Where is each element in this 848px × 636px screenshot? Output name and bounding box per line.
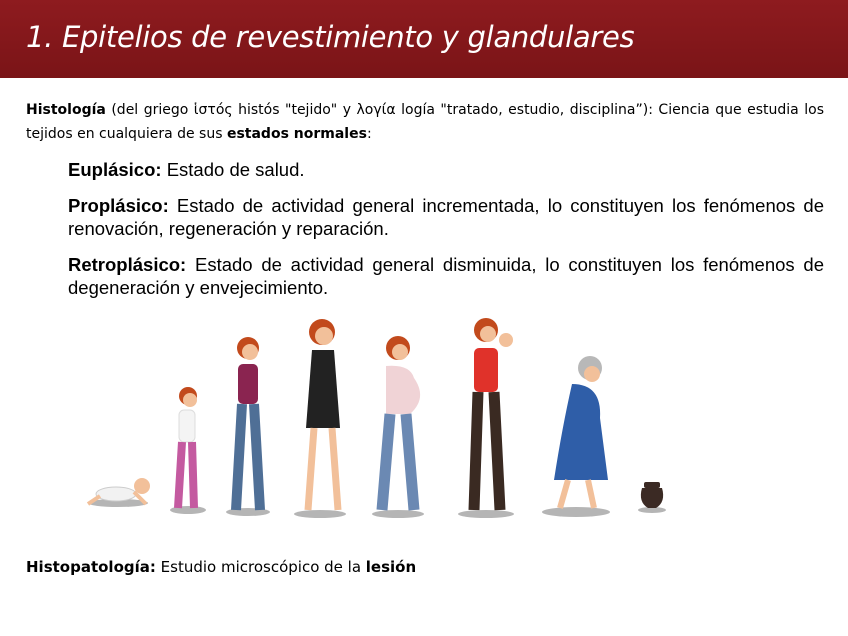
mother-with-child-figure xyxy=(458,318,514,518)
urn-figure xyxy=(638,482,666,513)
life-stages-illustration xyxy=(76,318,676,518)
state-term: Retroplásico: xyxy=(68,254,187,275)
state-description: Estado de salud. xyxy=(161,159,305,180)
state-description: Estado de actividad general disminuida, lo constituyen los fenómenos de degeneración y envejecimiento. xyxy=(68,254,824,298)
state-term: Proplásico: xyxy=(68,195,169,216)
young-woman-figure xyxy=(294,319,346,518)
slide-title: 1. Epitelios de revestimiento y glandulares xyxy=(26,20,635,54)
histopathology-definition xyxy=(26,556,416,578)
pregnant-woman-figure xyxy=(372,336,424,518)
girl-figure xyxy=(226,337,270,516)
histology-term: Histología xyxy=(26,102,106,118)
histopathology-text: Estudio microscópico de la xyxy=(155,558,366,576)
histology-definition-text: (del griego ἱστός histós "tejido" y λογία logía "tratado, estudio, disciplina”): Ciencia que estudia los tejidos en cualquiera de sus xyxy=(26,102,824,142)
state-proplasic xyxy=(68,194,824,240)
state-euplasic xyxy=(68,158,824,181)
normal-states-emphasis: estados normales xyxy=(226,126,367,142)
title-bar xyxy=(0,0,848,78)
definition-colon: : xyxy=(366,126,372,142)
tissue-states-list xyxy=(68,158,824,312)
histology-definition xyxy=(26,98,824,146)
state-term: Euplásico: xyxy=(68,159,162,180)
elderly-woman-figure xyxy=(542,356,610,517)
toddler-figure xyxy=(170,387,206,514)
baby-crawling-figure xyxy=(88,478,150,507)
histopathology-term: Histopatología: xyxy=(26,558,156,576)
life-stages-svg xyxy=(76,318,676,518)
state-description: Estado de actividad general incrementada, lo constituyen los fenómenos de renovación, regeneración y reparación. xyxy=(68,195,824,239)
lesion-emphasis: lesión xyxy=(365,558,417,576)
state-retroplasic xyxy=(68,253,824,299)
